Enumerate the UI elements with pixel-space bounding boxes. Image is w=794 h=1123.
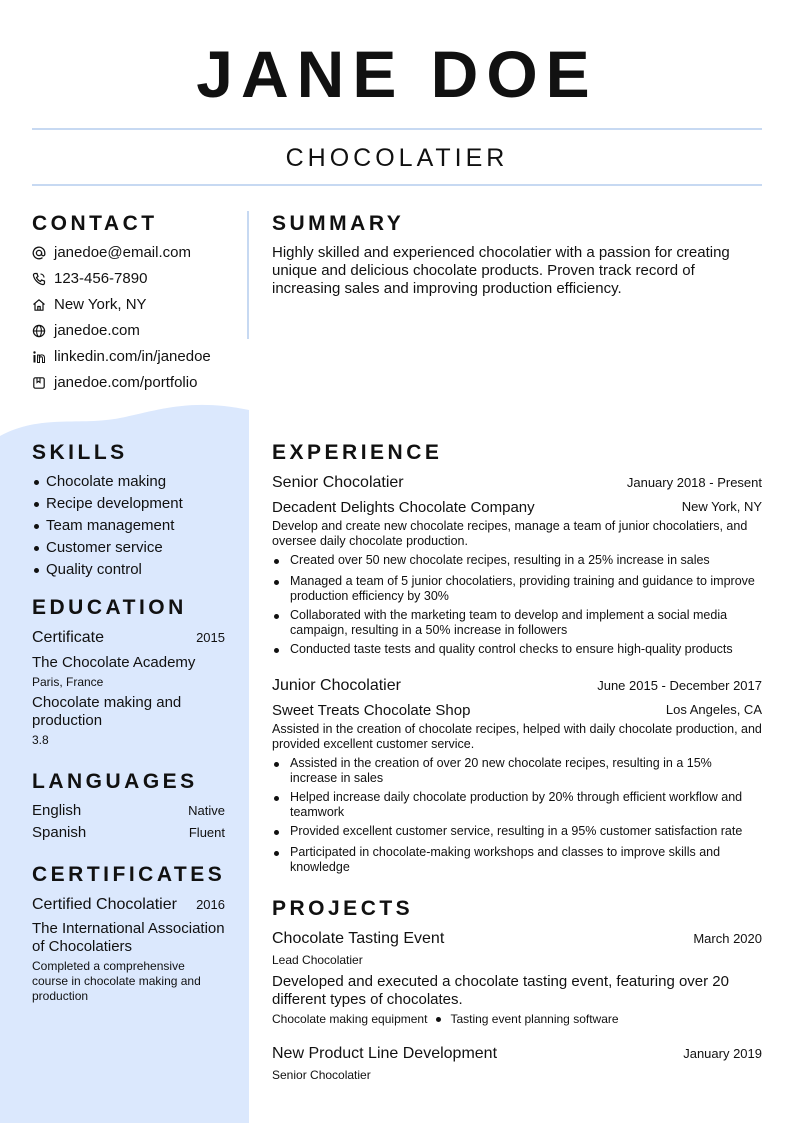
job-role-title: CHOCOLATIER (285, 144, 509, 172)
project-date: March 2020 (693, 931, 762, 946)
skill-item (32, 538, 163, 558)
contact-email-text: janedoe@email.com (54, 244, 191, 261)
experience-heading: EXPERIENCE (272, 441, 443, 464)
job-description: Assisted in the creation of chocolate recipes, helped with daily chocolate production, and provided excellent customer service. (272, 722, 762, 751)
job-achievement (272, 824, 762, 839)
skill-label: Quality control (46, 561, 142, 578)
bullet-dot (34, 480, 39, 485)
project-name: New Product Line Development (272, 1045, 498, 1062)
contact-linkedin[interactable] (32, 347, 211, 367)
project-tool: Tasting event planning software (450, 1012, 619, 1026)
education-location: Paris, France (32, 675, 104, 689)
job-achievement-text: Provided excellent customer service, resulting in a 95% customer satisfaction rate (290, 824, 743, 838)
contact-portfolio-text: janedoe.com/portfolio (54, 374, 198, 391)
skill-item (32, 472, 166, 492)
contact-website-text: janedoe.com (54, 322, 140, 339)
job-location: New York, NY (681, 499, 762, 514)
home-icon (32, 298, 46, 312)
column-divider (247, 211, 249, 339)
bullet-dot (272, 845, 290, 875)
skill-label: Team management (46, 517, 175, 534)
skill-item (32, 494, 183, 514)
bullet-dot (34, 546, 39, 551)
contact-linkedin-text: linkedin.com/in/janedoe (54, 348, 211, 365)
contact-heading: CONTACT (32, 212, 158, 235)
education-degree: Certificate (32, 629, 105, 646)
bullet-dot (272, 756, 290, 786)
skill-label: Recipe development (46, 495, 183, 512)
contact-phone-text: 123-456-7890 (54, 270, 148, 287)
project-role: Senior Chocolatier (272, 1068, 371, 1082)
project-tool: Chocolate making equipment (272, 1012, 428, 1026)
job-achievement (272, 756, 762, 786)
job-description: Develop and create new chocolate recipes, manage a team of junior chocolatiers, and oversee daily chocolate production. (272, 519, 748, 548)
contact-website[interactable] (32, 321, 140, 341)
language-name: Spanish (32, 824, 87, 841)
skill-item (32, 516, 174, 536)
language-name: English (32, 802, 82, 819)
portfolio-icon (32, 376, 46, 390)
job-title: Junior Chocolatier (272, 677, 401, 694)
certificate-name: Certified Chocolatier (32, 896, 177, 913)
education-year: 2015 (196, 630, 225, 645)
bullet-dot (34, 524, 39, 529)
education-heading: EDUCATION (32, 596, 187, 619)
candidate-name: JANE DOE (196, 37, 598, 111)
bullet-dot (34, 502, 39, 507)
job-achievement (272, 574, 762, 604)
project-description: Developed and executed a chocolate tasting event, featuring over 20 different types of chocolates. (272, 973, 729, 1008)
projects-heading: PROJECTS (272, 897, 414, 920)
job-achievement-text: Participated in chocolate-making workshops and classes to improve skills and knowledge (290, 845, 721, 874)
job-achievement-text: Assisted in the creation of over 20 new chocolate recipes, resulting in a 15% increase in sales (290, 756, 712, 785)
skill-label: Chocolate making (46, 473, 167, 490)
contact-portfolio[interactable] (32, 373, 197, 393)
bullet-dot (272, 553, 290, 568)
bullet-dot (272, 790, 290, 820)
job-company: Sweet Treats Chocolate Shop (272, 702, 471, 719)
job-dates: June 2015 - December 2017 (597, 678, 762, 693)
job-achievement-text: Helped increase daily chocolate production by 20% through efficient workflow and teamwork (290, 790, 743, 819)
skills-heading: SKILLS (32, 441, 128, 464)
job-achievement-text: Collaborated with the marketing team to develop and implement a social media campaign, resulting in a 50% increase in followers (290, 608, 728, 637)
education-field: Chocolate making and production (32, 694, 182, 729)
certificate-description: Completed a comprehensive course in chocolate making and production (32, 959, 201, 1003)
skill-label: Customer service (46, 539, 163, 556)
project-date: January 2019 (683, 1046, 762, 1061)
job-dates: January 2018 - Present (626, 475, 762, 490)
job-achievement-text: Created over 50 new chocolate recipes, resulting in a 25% increase in sales (290, 553, 710, 567)
summary-heading: SUMMARY (272, 212, 405, 235)
certificates-heading: CERTIFICATES (32, 863, 226, 886)
language-level: Fluent (188, 825, 225, 840)
summary-text: Highly skilled and experienced chocolatier with a passion for creating unique and delicious chocolate products. Proven track record of increasing sales and improving production efficiency. (272, 244, 730, 297)
project-role: Lead Chocolatier (272, 953, 363, 967)
skill-item (32, 560, 142, 580)
bullet-dot (272, 824, 290, 839)
job-achievement (272, 642, 762, 657)
phone-icon (32, 272, 46, 286)
job-achievement-text: Managed a team of 5 junior chocolatiers, providing training and guidance to improve production efficiency by 30% (290, 574, 755, 603)
language-level: Native (188, 803, 225, 818)
languages-heading: LANGUAGES (32, 770, 198, 793)
linkedin-icon (32, 350, 46, 364)
contact-location-text: New York, NY (54, 296, 147, 313)
bullet-dot (272, 608, 290, 638)
job-company: Decadent Delights Chocolate Company (272, 499, 535, 516)
at-icon (32, 246, 46, 260)
job-achievement (272, 608, 762, 638)
certificate-issuer: The International Association of Chocolatiers (32, 920, 225, 955)
contact-phone[interactable] (32, 269, 147, 289)
job-location: Los Angeles, CA (665, 702, 762, 717)
education-gpa: 3.8 (32, 733, 49, 747)
bullet-dot (272, 574, 290, 604)
job-achievement (272, 553, 762, 568)
job-achievement-text: Conducted taste tests and quality control checks to ensure high-quality products (290, 642, 733, 656)
education-school: The Chocolate Academy (32, 654, 196, 671)
globe-icon (32, 324, 46, 338)
job-achievement (272, 790, 762, 820)
certificate-year: 2016 (196, 897, 225, 912)
bullet-dot (34, 568, 39, 573)
job-achievement (272, 845, 762, 875)
project-name: Chocolate Tasting Event (272, 930, 445, 947)
header-top-rule (32, 128, 762, 130)
bullet-dot (272, 642, 290, 657)
separator-dot (436, 1017, 441, 1022)
contact-email[interactable] (32, 243, 191, 263)
header-bottom-rule (32, 184, 762, 186)
contact-location (32, 295, 147, 315)
job-title: Senior Chocolatier (272, 474, 404, 491)
project-tools (272, 1012, 619, 1027)
